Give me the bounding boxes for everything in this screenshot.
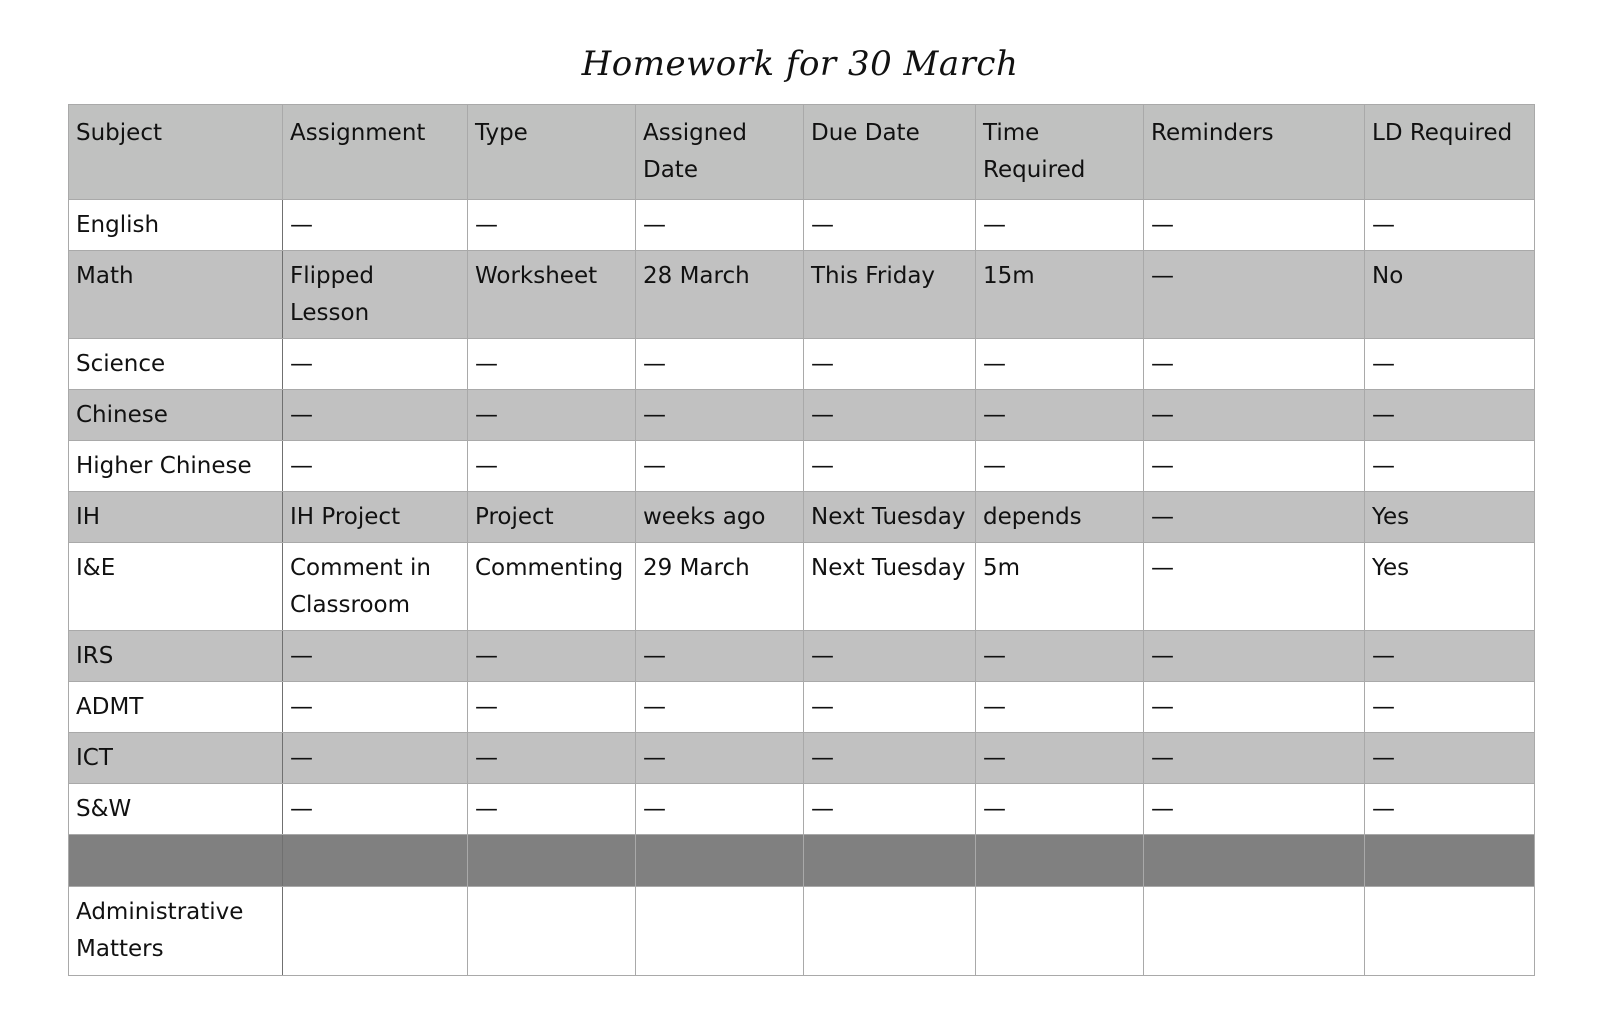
type-cell: Worksheet bbox=[468, 251, 636, 339]
administrative-matters-cell bbox=[1365, 887, 1535, 976]
due-date-cell: — bbox=[804, 784, 976, 835]
table-row bbox=[69, 733, 1535, 784]
administrative-matters-cell bbox=[636, 887, 804, 976]
ld-required-cell: — bbox=[1365, 682, 1535, 733]
reminders-cell: — bbox=[1144, 733, 1365, 784]
due-date-cell: — bbox=[804, 733, 976, 784]
administrative-matters-row bbox=[69, 887, 1535, 976]
subject-cell: IH bbox=[69, 492, 283, 543]
type-cell: — bbox=[468, 390, 636, 441]
assignment-cell: — bbox=[283, 784, 468, 835]
time-required-cell: 15m bbox=[976, 251, 1144, 339]
administrative-matters-cell bbox=[1144, 887, 1365, 976]
table-row bbox=[69, 251, 1535, 339]
assigned-date-cell: weeks ago bbox=[636, 492, 804, 543]
assigned-date-cell: — bbox=[636, 733, 804, 784]
assigned-date-cell: — bbox=[636, 631, 804, 682]
type-cell: Commenting bbox=[468, 543, 636, 631]
time-required-cell: — bbox=[976, 339, 1144, 390]
due-date-cell: — bbox=[804, 339, 976, 390]
assigned-date-cell: — bbox=[636, 441, 804, 492]
separator-row bbox=[69, 835, 1535, 887]
reminders-cell: — bbox=[1144, 251, 1365, 339]
ld-required-cell: — bbox=[1365, 339, 1535, 390]
type-cell: — bbox=[468, 200, 636, 251]
due-date-cell: Next Tuesday bbox=[804, 492, 976, 543]
column-header-type: Type bbox=[468, 105, 636, 200]
reminders-cell: — bbox=[1144, 492, 1365, 543]
type-cell: Project bbox=[468, 492, 636, 543]
separator-cell bbox=[976, 835, 1144, 887]
type-cell: — bbox=[468, 339, 636, 390]
administrative-matters-cell bbox=[468, 887, 636, 976]
reminders-cell: — bbox=[1144, 631, 1365, 682]
subject-cell: ADMT bbox=[69, 682, 283, 733]
table-row bbox=[69, 682, 1535, 733]
assignment-cell: — bbox=[283, 200, 468, 251]
assigned-date-cell: 28 March bbox=[636, 251, 804, 339]
assignment-cell: — bbox=[283, 682, 468, 733]
homework-table bbox=[68, 104, 1535, 976]
due-date-cell: Next Tuesday bbox=[804, 543, 976, 631]
separator-cell bbox=[1144, 835, 1365, 887]
assigned-date-cell: — bbox=[636, 784, 804, 835]
type-cell: — bbox=[468, 682, 636, 733]
ld-required-cell: — bbox=[1365, 784, 1535, 835]
type-cell: — bbox=[468, 784, 636, 835]
table-row bbox=[69, 631, 1535, 682]
assignment-cell: — bbox=[283, 390, 468, 441]
page-title: Homework for 30 March bbox=[581, 44, 1019, 84]
assigned-date-cell: — bbox=[636, 339, 804, 390]
column-header-assigned-date: Assigned Date bbox=[636, 105, 804, 200]
table-row bbox=[69, 784, 1535, 835]
header-row bbox=[69, 105, 1535, 200]
reminders-cell: — bbox=[1144, 200, 1365, 251]
subject-cell: Math bbox=[69, 251, 283, 339]
assignment-cell: IH Project bbox=[283, 492, 468, 543]
column-header-due-date: Due Date bbox=[804, 105, 976, 200]
time-required-cell: — bbox=[976, 441, 1144, 492]
assignment-cell: Flipped Lesson bbox=[283, 251, 468, 339]
type-cell: — bbox=[468, 441, 636, 492]
subject-cell: I&E bbox=[69, 543, 283, 631]
separator-cell bbox=[69, 835, 283, 887]
column-header-subject: Subject bbox=[69, 105, 283, 200]
due-date-cell: This Friday bbox=[804, 251, 976, 339]
time-required-cell: depends bbox=[976, 492, 1144, 543]
subject-cell: Chinese bbox=[69, 390, 283, 441]
due-date-cell: — bbox=[804, 682, 976, 733]
time-required-cell: — bbox=[976, 631, 1144, 682]
ld-required-cell: — bbox=[1365, 631, 1535, 682]
table-row bbox=[69, 492, 1535, 543]
assigned-date-cell: 29 March bbox=[636, 543, 804, 631]
ld-required-cell: Yes bbox=[1365, 492, 1535, 543]
due-date-cell: — bbox=[804, 441, 976, 492]
reminders-cell: — bbox=[1144, 784, 1365, 835]
type-cell: — bbox=[468, 631, 636, 682]
due-date-cell: — bbox=[804, 200, 976, 251]
assigned-date-cell: — bbox=[636, 200, 804, 251]
table-row bbox=[69, 441, 1535, 492]
separator-cell bbox=[468, 835, 636, 887]
separator-cell bbox=[1365, 835, 1535, 887]
assignment-cell: — bbox=[283, 441, 468, 492]
subject-cell: S&W bbox=[69, 784, 283, 835]
reminders-cell: — bbox=[1144, 543, 1365, 631]
column-header-ld-required: LD Required bbox=[1365, 105, 1535, 200]
table-row bbox=[69, 339, 1535, 390]
assigned-date-cell: — bbox=[636, 390, 804, 441]
ld-required-cell: — bbox=[1365, 200, 1535, 251]
administrative-matters-label: Administrative Matters bbox=[69, 887, 283, 976]
time-required-cell: 5m bbox=[976, 543, 1144, 631]
column-header-assignment: Assignment bbox=[283, 105, 468, 200]
ld-required-cell: — bbox=[1365, 441, 1535, 492]
subject-cell: Science bbox=[69, 339, 283, 390]
reminders-cell: — bbox=[1144, 390, 1365, 441]
table-row bbox=[69, 200, 1535, 251]
time-required-cell: — bbox=[976, 784, 1144, 835]
reminders-cell: — bbox=[1144, 682, 1365, 733]
subject-cell: IRS bbox=[69, 631, 283, 682]
assignment-cell: — bbox=[283, 631, 468, 682]
ld-required-cell: — bbox=[1365, 733, 1535, 784]
ld-required-cell: No bbox=[1365, 251, 1535, 339]
ld-required-cell: Yes bbox=[1365, 543, 1535, 631]
type-cell: — bbox=[468, 733, 636, 784]
time-required-cell: — bbox=[976, 200, 1144, 251]
assignment-cell: — bbox=[283, 339, 468, 390]
administrative-matters-cell bbox=[976, 887, 1144, 976]
assigned-date-cell: — bbox=[636, 682, 804, 733]
column-header-time-required: Time Required bbox=[976, 105, 1144, 200]
separator-cell bbox=[636, 835, 804, 887]
subject-cell: English bbox=[69, 200, 283, 251]
administrative-matters-cell bbox=[283, 887, 468, 976]
separator-cell bbox=[804, 835, 976, 887]
table-row bbox=[69, 390, 1535, 441]
assignment-cell: — bbox=[283, 733, 468, 784]
subject-cell: Higher Chinese bbox=[69, 441, 283, 492]
time-required-cell: — bbox=[976, 390, 1144, 441]
time-required-cell: — bbox=[976, 682, 1144, 733]
due-date-cell: — bbox=[804, 631, 976, 682]
time-required-cell: — bbox=[976, 733, 1144, 784]
column-header-reminders: Reminders bbox=[1144, 105, 1365, 200]
subject-cell: ICT bbox=[69, 733, 283, 784]
administrative-matters-cell bbox=[804, 887, 976, 976]
due-date-cell: — bbox=[804, 390, 976, 441]
reminders-cell: — bbox=[1144, 339, 1365, 390]
ld-required-cell: — bbox=[1365, 390, 1535, 441]
table-row bbox=[69, 543, 1535, 631]
reminders-cell: — bbox=[1144, 441, 1365, 492]
assignment-cell: Comment in Classroom bbox=[283, 543, 468, 631]
separator-cell bbox=[283, 835, 468, 887]
